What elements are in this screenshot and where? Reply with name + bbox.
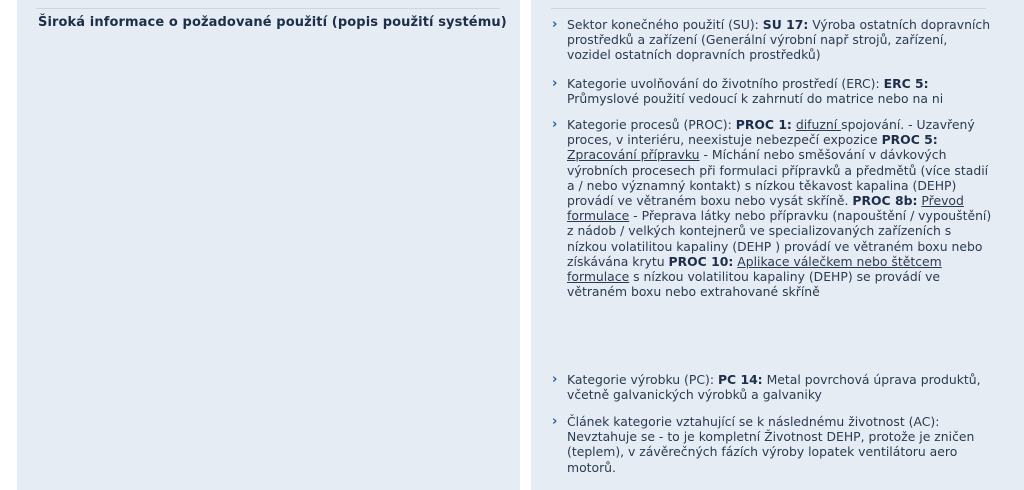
proc5-text: - Míchání nebo směšování v dávkových výrobních procesech při formulaci přípravků a předmětů (více stadií a / nebo významný kontakt) s nízkou těkavost kapalina (DEHP) provádí ve větraném boxu nebo vysát skříně. xyxy=(567,147,989,209)
list-item-erc xyxy=(552,76,992,106)
item-code: SU 17: xyxy=(762,17,809,32)
list-item-ac xyxy=(552,414,992,475)
right-column xyxy=(531,0,1024,490)
proc1-code: PROC 1: xyxy=(735,117,792,132)
proc10-text: s nízkou volatilitou kapaliny (DEHP) se provádí ve větraném boxu nebo extrahované skříně xyxy=(567,269,941,300)
item-label: Kategorie procesů (PROC): xyxy=(567,117,736,132)
proc10-link[interactable]: Aplikace válečkem nebo štětcem formulace xyxy=(567,253,942,285)
proc5-link[interactable]: Zpracování přípravku xyxy=(567,147,700,163)
proc1-link[interactable]: difuzní xyxy=(795,117,842,132)
item-label: Kategorie uvolňování do životního prostředí (ERC): xyxy=(567,76,884,91)
chevron-right-icon: › xyxy=(552,414,558,429)
item-text: Metal povrchová úprava produktů, včetně galvanických výrobků a galvaniky xyxy=(567,372,981,403)
item-label: Kategorie výrobku (PC): xyxy=(567,372,718,387)
item-code: ERC 5: xyxy=(883,76,929,91)
chevron-right-icon: › xyxy=(552,117,558,132)
chevron-right-icon: › xyxy=(552,76,558,91)
list-item-su xyxy=(552,17,992,63)
proc5-code: PROC 5: xyxy=(881,132,938,148)
proc1-text: spojování. - Uzavřený proces, v interiéru, neexistuje nebezpečí expozice xyxy=(567,117,975,148)
proc8b-link[interactable]: Převod formulace xyxy=(567,193,964,224)
list-item-pc xyxy=(552,372,992,402)
item-code: PC 14: xyxy=(717,372,763,387)
list-item-proc xyxy=(552,117,992,299)
proc8b-code: PROC 8b: xyxy=(852,193,918,209)
left-column xyxy=(17,0,520,490)
chevron-right-icon: › xyxy=(552,17,558,32)
item-text: Článek kategorie vztahující se k následnému životnost (AC): Nevztahuje se - to je kompletní Životnost DEHP, protože je zničen (teplem), v závěrečných fázích výroby lopatek ventilátoru aero motorů. xyxy=(567,414,975,475)
proc8b-text: - Přeprava látky nebo přípravku (napouštění / vypouštění) z nádob / velkých kontejnerů ve specializovaných zařízeních s nízkou volatilitou kapaliny (DEHP ) provádí ve větraném boxu nebo získávána krytu xyxy=(567,208,992,269)
item-text: Výroba ostatních dopravních prostředků a zařízení (Generální výrobní např strojů, zařízení, vozidel ostatních dopravních prostředků) xyxy=(567,17,991,63)
item-text: Průmyslové použití vedoucí k zahrnutí do matrice nebo na ni xyxy=(567,91,944,107)
divider xyxy=(36,8,500,9)
section-heading: Široká informace o požadované použití (popis použití systému) xyxy=(38,15,507,30)
divider xyxy=(551,8,986,9)
proc10-code: PROC 10: xyxy=(668,253,734,269)
item-label: Sektor konečného použití (SU): xyxy=(567,17,763,32)
chevron-right-icon: › xyxy=(552,372,558,387)
